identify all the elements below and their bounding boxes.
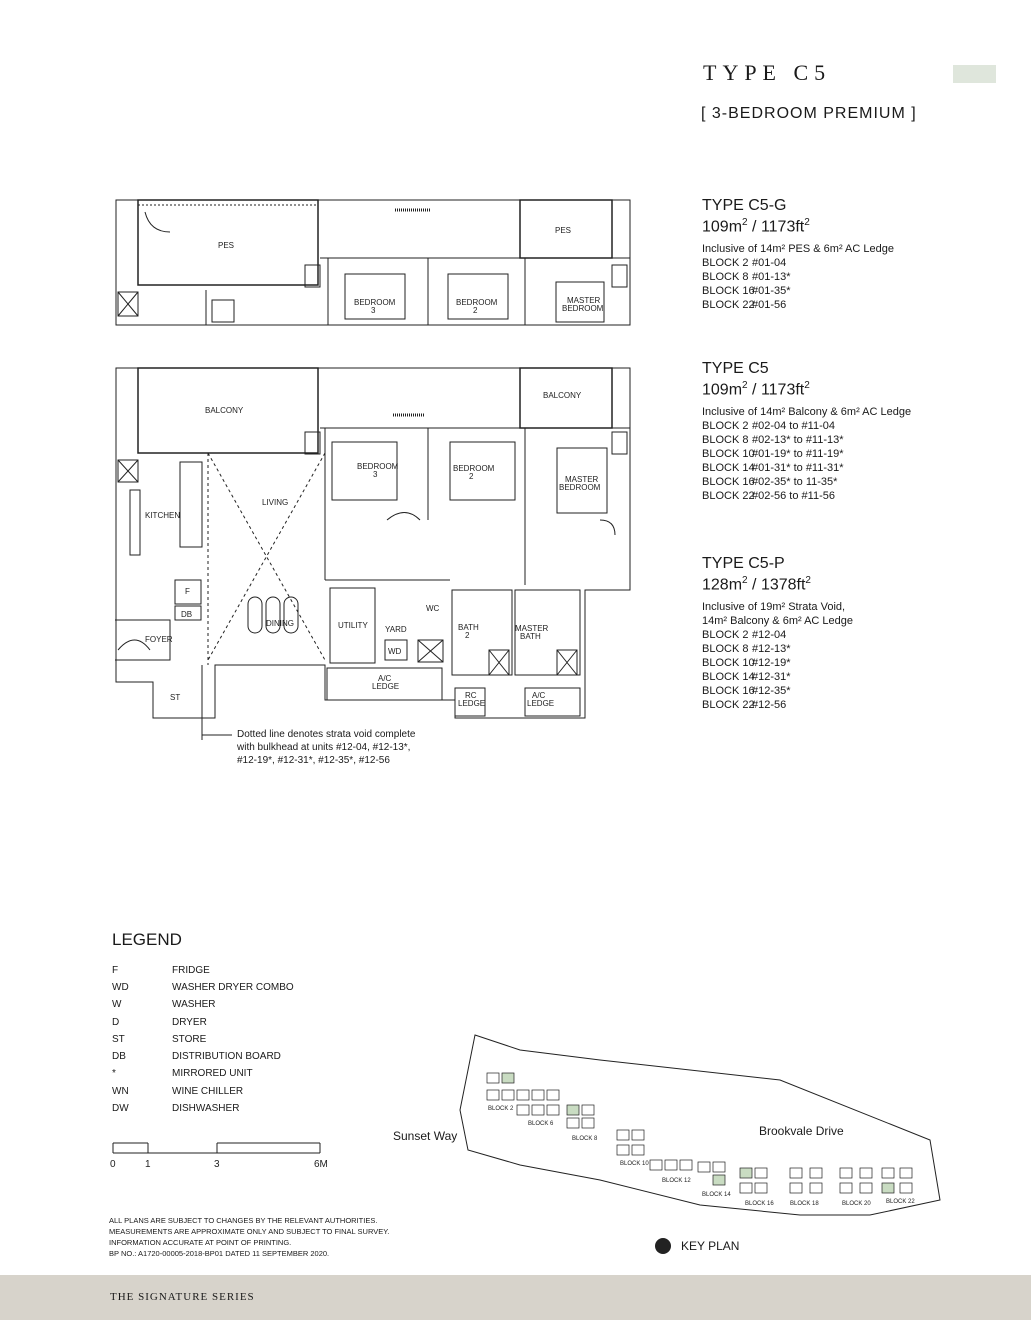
pes-label: PES bbox=[218, 241, 235, 250]
block-row: BLOCK 2 #12-04 bbox=[702, 629, 787, 642]
footer-text: THE SIGNATURE SERIES bbox=[110, 1291, 255, 1303]
bath2-label: BATH bbox=[458, 623, 479, 632]
scale-tick-1: 1 bbox=[145, 1159, 151, 1170]
living-label: LIVING bbox=[262, 498, 289, 507]
block-row: BLOCK 10#12-19* bbox=[702, 657, 791, 670]
block-18-label: BLOCK 18 bbox=[790, 1201, 819, 1207]
sunset-way-label: Sunset Way bbox=[393, 1129, 458, 1143]
kitchen-label: KITCHEN bbox=[145, 511, 181, 520]
wd-label: WD bbox=[388, 647, 402, 656]
master-bath-label-2: BATH bbox=[520, 632, 541, 641]
ac-ledge2-label-b: LEDGE bbox=[527, 699, 555, 708]
door-swing bbox=[600, 520, 615, 535]
variant-note: Inclusive of 14m² PES & 6m² AC Ledge bbox=[702, 243, 894, 256]
kitchen-counter bbox=[180, 462, 202, 547]
block-row: BLOCK 14#01-31* to #11-31* bbox=[702, 462, 844, 475]
ac-ledge-label-a: A/C bbox=[378, 674, 392, 683]
kitchen-unit bbox=[212, 300, 234, 322]
block-row: BLOCK 22#12-56 bbox=[702, 699, 787, 712]
bedroom3-label: BEDROOM bbox=[354, 298, 396, 307]
block-row: BLOCK 2 #01-04 bbox=[702, 257, 787, 270]
block-10-label: BLOCK 10 bbox=[620, 1161, 649, 1167]
bedroom2-label: BEDROOM bbox=[453, 464, 495, 473]
legend-title: LEGEND bbox=[112, 930, 182, 949]
yard-label: YARD bbox=[385, 625, 407, 634]
master-label: MASTER bbox=[567, 296, 601, 305]
legend-item: WD WASHER DRYER COMBO bbox=[112, 982, 294, 993]
block-row: BLOCK 2 #02-04 to #11-04 bbox=[702, 420, 835, 433]
master-bedroom-label: BEDROOM bbox=[559, 483, 601, 492]
compass-icon bbox=[655, 1238, 671, 1254]
legend-item: D DRYER bbox=[112, 1017, 207, 1028]
legend-item: DW DISHWASHER bbox=[112, 1103, 240, 1114]
scale-tick-3: 3 bbox=[214, 1159, 220, 1170]
shaft-box-3 bbox=[612, 265, 627, 287]
balcony-small-label: BALCONY bbox=[543, 391, 582, 400]
variant-note: Inclusive of 19m² Strata Void, bbox=[702, 601, 846, 614]
block-row: BLOCK 22#02-56 to #11-56 bbox=[702, 490, 835, 503]
bedroom3-num: 3 bbox=[371, 306, 376, 315]
scale-tick-0: 0 bbox=[110, 1159, 116, 1170]
pes-small-label: PES bbox=[555, 226, 572, 235]
variant-area: $128m^2 / 1378ft^2$ bbox=[702, 575, 811, 594]
variant-note: 14m² Balcony & 6m² AC Ledge bbox=[702, 615, 854, 628]
dining-label: DINING bbox=[266, 619, 294, 628]
scale-bar bbox=[113, 1143, 320, 1153]
master-bedroom-label: BEDROOM bbox=[562, 304, 604, 313]
block-row: BLOCK 14#12-31* bbox=[702, 671, 791, 684]
ac-ledge2-label-a: A/C bbox=[532, 691, 546, 700]
block-22-label: BLOCK 22 bbox=[886, 1199, 915, 1205]
brookvale-drive-label: Brookvale Drive bbox=[759, 1124, 844, 1138]
block-row: BLOCK 16#12-35* bbox=[702, 685, 791, 698]
bedroom2-label: BEDROOM bbox=[456, 298, 498, 307]
store-label: ST bbox=[170, 693, 181, 702]
strata-void-note: Dotted line denotes strata void complete with bulkhead at units #12-04, #12-13*, #12-19*, #12-31*, #12-35*, #12-56 bbox=[237, 729, 416, 766]
variant-area: $109m^2 / 1173ft^2$ bbox=[702, 380, 810, 399]
block-row: BLOCK 10#01-19* to #11-19* bbox=[702, 448, 844, 461]
legend-item: WN WINE CHILLER bbox=[112, 1086, 244, 1097]
door-swing bbox=[387, 513, 420, 521]
block-8-label: BLOCK 8 bbox=[572, 1136, 598, 1142]
fridge-label: F bbox=[185, 587, 190, 596]
disclaimer-notes: ALL PLANS ARE SUBJECT TO CHANGES BY THE RELEVANT AUTHORITIES. MEASUREMENTS ARE APPROXIMATE ONLY AND SUBJECT TO FINAL SURVEY. INFORMATION ACCURATE AT POINT OF PRINTING. BP NO.: A1720-00005-2018-BP01 DATED 11 SEPTEMBER 2020. bbox=[109, 1216, 390, 1258]
key-plan-map bbox=[460, 1035, 940, 1254]
bedroom2-num: 2 bbox=[473, 306, 478, 315]
rc-ledge-label-a: RC bbox=[465, 691, 477, 700]
page-title: TYPE C5 bbox=[703, 60, 832, 85]
rc-ledge-label-b: LEDGE bbox=[458, 699, 486, 708]
ac-ledge-label-b: LEDGE bbox=[372, 682, 400, 691]
block-14-label: BLOCK 14 bbox=[702, 1192, 731, 1198]
shaft-box-6 bbox=[612, 432, 627, 454]
legend-item: F FRIDGE bbox=[112, 965, 210, 976]
variant-area: $109m^2 / 1173ft^2$ bbox=[702, 217, 810, 236]
block-row: BLOCK 16#02-35* to 11-35* bbox=[702, 476, 838, 489]
variant-note: Inclusive of 14m² Balcony & 6m² AC Ledge bbox=[702, 406, 912, 419]
bedroom2-num: 2 bbox=[469, 472, 474, 481]
foyer-label: FOYER bbox=[145, 635, 173, 644]
db-label: DB bbox=[181, 610, 193, 619]
balcony-label: BALCONY bbox=[205, 406, 244, 415]
kitchen-sink bbox=[130, 490, 140, 555]
block-row: BLOCK 22#01-56 bbox=[702, 299, 787, 312]
utility-label: UTILITY bbox=[338, 621, 368, 630]
bath2-num: 2 bbox=[465, 631, 470, 640]
dining-chair bbox=[248, 597, 262, 633]
block-2-label: BLOCK 2 bbox=[488, 1106, 514, 1112]
block-row: BLOCK 16#01-35* bbox=[702, 285, 791, 298]
legend-item: * MIRRORED UNIT bbox=[112, 1068, 253, 1079]
key-plan-label: KEY PLAN bbox=[681, 1239, 740, 1253]
legend-item: DB DISTRIBUTION BOARD bbox=[112, 1051, 281, 1062]
block-20-label: BLOCK 20 bbox=[842, 1201, 871, 1207]
variant-name: TYPE C5 bbox=[702, 360, 769, 377]
variant-name: TYPE C5-P bbox=[702, 555, 785, 572]
master-label: MASTER bbox=[565, 475, 599, 484]
door-swing bbox=[145, 212, 170, 232]
bedroom3-num: 3 bbox=[373, 470, 378, 479]
legend-item: ST STORE bbox=[112, 1034, 207, 1045]
block-row: BLOCK 8 #02-13* to #11-13* bbox=[702, 434, 844, 447]
page-subtitle: [ 3-BEDROOM PREMIUM ] bbox=[701, 105, 917, 122]
block-12-label: BLOCK 12 bbox=[662, 1178, 691, 1184]
block-16-label: BLOCK 16 bbox=[745, 1201, 774, 1207]
block-row: BLOCK 8 #12-13* bbox=[702, 643, 791, 656]
scale-tick-6m: 6M bbox=[314, 1159, 328, 1170]
master-bath-label-1: MASTER bbox=[515, 624, 549, 633]
block-row: BLOCK 8 #01-13* bbox=[702, 271, 791, 284]
plan-c5-outline bbox=[116, 368, 630, 718]
wc-label: WC bbox=[426, 604, 440, 613]
variant-name: TYPE C5-G bbox=[702, 197, 787, 214]
block-6-label: BLOCK 6 bbox=[528, 1121, 554, 1127]
legend-item: W WASHER bbox=[112, 999, 216, 1010]
bath2-room bbox=[452, 590, 512, 675]
bed3-bed bbox=[332, 442, 397, 500]
bed2-furniture bbox=[448, 274, 508, 319]
bedroom3-label: BEDROOM bbox=[357, 462, 399, 471]
